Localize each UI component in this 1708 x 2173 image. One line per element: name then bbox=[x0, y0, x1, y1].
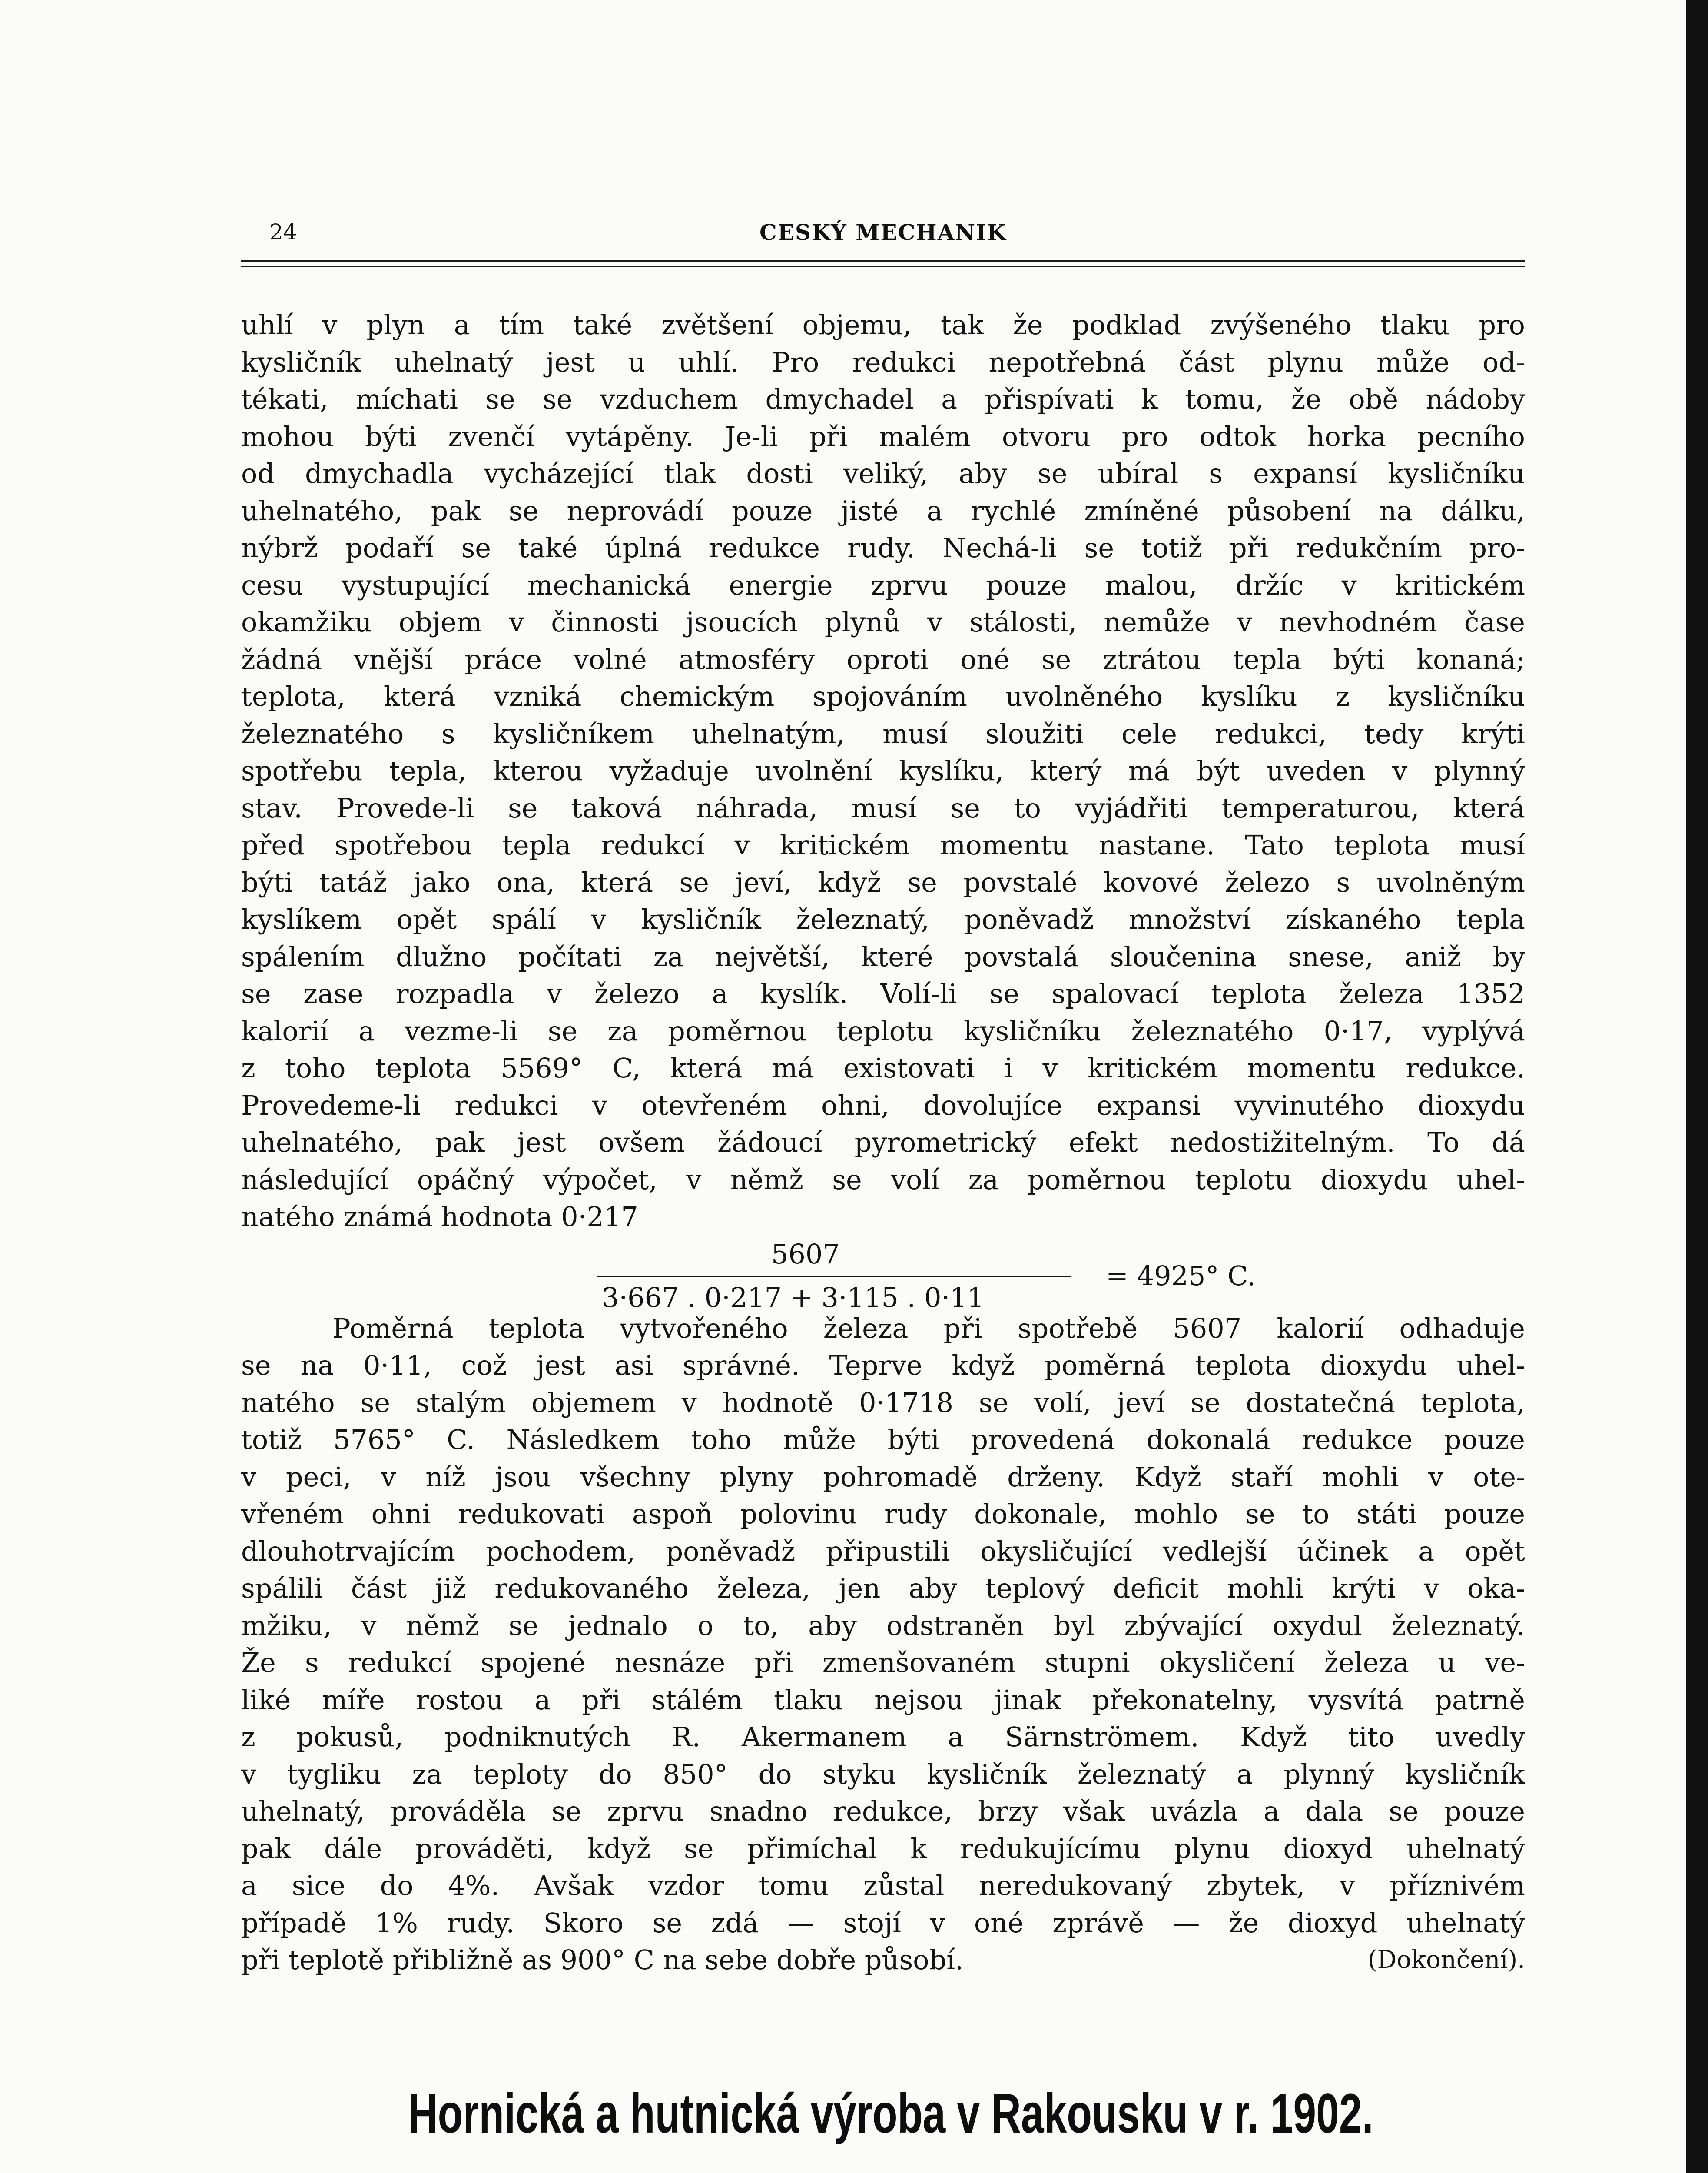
text-line: stav. Provede-li se taková náhrada, musí se to vyjádřiti temperaturou, která bbox=[241, 792, 1525, 824]
text-line: spálili část již redukovaného železa, jen aby teplový deficit mohli krýti v oka- bbox=[241, 1572, 1525, 1604]
formula-numerator: 5607 bbox=[771, 1238, 840, 1270]
text-line: nýbrž podaří se také úplná redukce rudy. Nechá-li se totiž při redukčním pro- bbox=[241, 532, 1525, 564]
text-line: uhelnatého, pak se neprovádí pouze jisté a rychlé zmíněné působení na dálku, bbox=[241, 495, 1525, 527]
header-rule bbox=[241, 260, 1525, 262]
text-line: kysličník uhelnatý jest u uhlí. Pro redukci nepotřebná část plynu může od- bbox=[241, 346, 1525, 378]
fraction-formula bbox=[241, 1236, 1525, 1313]
text-line: a sice do 4%. Avšak vzdor tomu zůstal neredukovaný zbytek, v příznivém bbox=[241, 1870, 1525, 1901]
text-line: Provedeme-li redukci v otevřeném ohni, dovolujíce expansi vyvinutého dioxydu bbox=[241, 1089, 1525, 1121]
text-line: dlouhotrvajícím pochodem, poněvadž připustili okysličující vedlejší účinek a opět bbox=[241, 1535, 1525, 1567]
text-line: při teplotě přibližně as 900° C na sebe dobře působí. bbox=[241, 1944, 964, 1976]
text-line: následující opáčný výpočet, v němž se volí za poměrnou teplotu dioxydu uhel- bbox=[241, 1163, 1525, 1196]
article-heading: Hornická a hutnická výroba v Rakousku v r. 1902. bbox=[408, 2083, 1373, 2145]
header-rule-thin bbox=[241, 266, 1525, 267]
scan-edge bbox=[1686, 0, 1708, 2173]
text-line: v peci, v níž jsou všechny plyny pohromadě drženy. Když staří mohli v ote- bbox=[241, 1461, 1525, 1493]
text-line: v tygliku za teploty do 850° do styku kysličník železnatý a plynný kysličník bbox=[241, 1758, 1525, 1790]
text-line: železnatého s kysličníkem uhelnatým, musí sloužiti cele redukci, tedy krýti bbox=[241, 718, 1525, 750]
page-number: 24 bbox=[269, 219, 297, 245]
text-line: spotřebu tepla, kterou vyžaduje uvolnění kyslíku, který má být uveden v plynný bbox=[241, 755, 1525, 787]
article-body bbox=[241, 306, 1525, 1979]
formula-result: = 4925° C. bbox=[1106, 1259, 1256, 1292]
text-line: pak dále prováděti, když se přimíchal k redukujícímu plynu dioxyd uhelnatý bbox=[241, 1832, 1525, 1864]
text-line: před spotřebou tepla redukcí v kritickém momentu nastane. Tato teplota musí bbox=[241, 829, 1525, 861]
text-line: případě 1% rudy. Skoro se zdá — stojí v oné zprávě — že dioxyd uhelnatý bbox=[241, 1907, 1525, 1939]
text-line: z pokusů, podniknutých R. Akermanem a Särnströmem. Když tito uvedly bbox=[241, 1721, 1525, 1753]
fraction-bar bbox=[597, 1276, 1071, 1277]
text-line: Poměrná teplota vytvořeného železa při spotřebě 5607 kalorií odhaduje bbox=[332, 1312, 1525, 1344]
text-line: uhelnatý, prováděla se zprvu snadno redukce, brzy však uvázla a dala se pouze bbox=[241, 1795, 1525, 1827]
text-line: býti tatáž jako ona, která se jeví, když se povstalé kovové železo s uvolněným bbox=[241, 866, 1525, 898]
text-line: liké míře rostou a při stálém tlaku nejsou jinak překonatelny, vysvítá patrně bbox=[241, 1684, 1525, 1716]
page-header bbox=[241, 219, 1525, 250]
text-line: kyslíkem opět spálí v kysličník železnatý, poněvadž množství získaného tepla bbox=[241, 904, 1525, 935]
text-line: se na 0·11, což jest asi správné. Teprve když poměrná teplota dioxydu uhel- bbox=[241, 1349, 1525, 1381]
text-line: tékati, míchati se se vzduchem dmychadel a přispívati k tomu, že obě nádoby bbox=[241, 383, 1525, 415]
text-line: cesu vystupující mechanická energie zprvu pouze malou, držíc v kritickém bbox=[241, 569, 1525, 601]
text-line: mžiku, v němž se jednalo o to, aby odstraněn byl zbývající oxydul železnatý. bbox=[241, 1609, 1525, 1641]
text-line: z toho teplota 5569° C, která má existovati i v kritickém momentu redukce. bbox=[241, 1052, 1525, 1084]
text-line: uhlí v plyn a tím také zvětšení objemu, tak že podklad zvýšeného tlaku pro bbox=[241, 309, 1525, 341]
text-line: teplota, která vzniká chemickým spojováním uvolněného kyslíku z kysličníku bbox=[241, 681, 1525, 712]
text-line: natého se stalým objemem v hodnotě 0·1718 se volí, jeví se dostatečná teplota, bbox=[241, 1386, 1525, 1419]
text-line: žádná vnější práce volné atmosféry oproti oné se ztrátou tepla býti konaná; bbox=[241, 643, 1525, 675]
text-line: okamžiku objem v činnosti jsoucích plynů v stálosti, nemůže v nevhodném čase bbox=[241, 606, 1525, 638]
text-line: vřeném ohni redukovati aspoň polovinu rudy dokonale, mohlo se to státi pouze bbox=[241, 1498, 1525, 1530]
text-line: se zase rozpadla v železo a kyslík. Volí-li se spalovací teplota železa 1352 bbox=[241, 978, 1525, 1010]
text-line: Že s redukcí spojené nesnáze při zmenšovaném stupni okysličení železa u ve- bbox=[241, 1647, 1525, 1678]
running-title: CESKÝ MECHANIK bbox=[759, 219, 1007, 245]
text-line: kalorií a vezme-li se za poměrnou teplotu kysličníku železnatého 0·17, vyplývá bbox=[241, 1015, 1525, 1047]
text-line: od dmychadla vycházející tlak dosti veliký, aby se ubíral s expansí kysličníku bbox=[241, 458, 1525, 489]
continuation-note: (Dokončení). bbox=[1367, 1946, 1525, 1974]
text-line: uhelnatého, pak jest ovšem žádoucí pyrometrický efekt nedostižitelným. To dá bbox=[241, 1126, 1525, 1158]
text-line: totiž 5765° C. Následkem toho může býti provedená dokonalá redukce pouze bbox=[241, 1424, 1525, 1455]
text-line: natého známá hodnota 0·217 bbox=[241, 1201, 638, 1233]
text-line: spálením dlužno počítati za největší, které povstalá sloučenina snese, aniž by bbox=[241, 940, 1525, 973]
formula-denominator: 3·667 . 0·217 + 3·115 . 0·11 bbox=[602, 1281, 985, 1313]
text-line: mohou býti zvenčí vytápěny. Je-li při malém otvoru pro odtok horka pecního bbox=[241, 420, 1525, 452]
text-line-final bbox=[241, 1941, 1525, 1979]
